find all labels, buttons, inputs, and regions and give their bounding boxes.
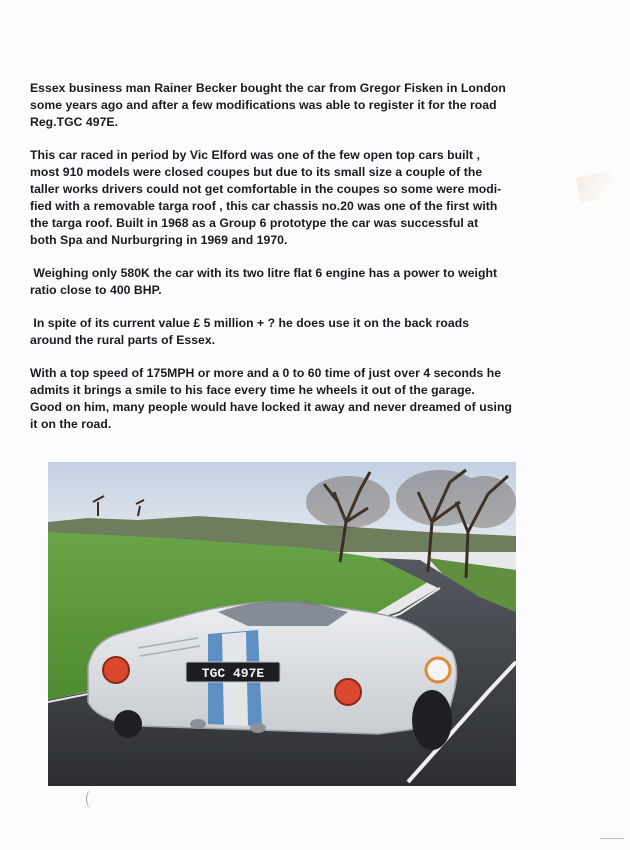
car-photo-illustration — [48, 462, 516, 786]
paragraph-performance — [30, 365, 578, 433]
text-line: Essex business man Rainer Becker bought the car from Gregor Fisken in London — [30, 81, 506, 95]
text-line: In spite of its current value £ 5 million + ? he does use it on the back roads — [30, 316, 470, 330]
paragraph-purchase — [30, 80, 578, 131]
text-line: With a top speed of 175MPH or more and a 0 to 60 time of just over 4 seconds he — [30, 366, 502, 380]
text-line: admits it brings a smile to his face every time he wheels it out of the garage. — [30, 383, 475, 397]
text-line: Good on him, many people would have locked it away and never dreamed of using — [30, 400, 512, 414]
article-text — [30, 80, 578, 449]
paragraph-value — [30, 315, 578, 349]
paragraph-history — [30, 147, 578, 249]
text-line: some years ago and after a few modifications was able to register it for the road — [30, 98, 497, 112]
scan-mark — [600, 838, 624, 839]
text-line: This car raced in period by Vic Elford was one of the few open top cars built , — [30, 148, 481, 162]
text-line: the targa roof. Built in 1968 as a Group 6 prototype the car was successful at — [30, 216, 479, 230]
paragraph-weight — [30, 265, 578, 299]
scan-mark — [86, 790, 97, 808]
number-plate: TGC 497E — [201, 666, 265, 681]
text-line: it on the road. — [30, 417, 112, 431]
text-line: fied with a removable targa roof , this car chassis no.20 was one of the first with — [30, 199, 498, 213]
text-line: most 910 models were closed coupes but due to its small size a couple of the — [30, 165, 483, 179]
scan-mark — [576, 171, 617, 204]
text-line: ratio close to 400 BHP. — [30, 283, 162, 297]
text-line: Weighing only 580K the car with its two litre flat 6 engine has a power to weight — [30, 266, 498, 280]
text-line: around the rural parts of Essex. — [30, 333, 216, 347]
text-line: both Spa and Nurburgring in 1969 and 1970. — [30, 233, 288, 247]
text-line: taller works drivers could not get comfortable in the coupes so some were modi- — [30, 182, 502, 196]
text-line: Reg.TGC 497E. — [30, 115, 119, 129]
car-photo — [48, 462, 516, 786]
